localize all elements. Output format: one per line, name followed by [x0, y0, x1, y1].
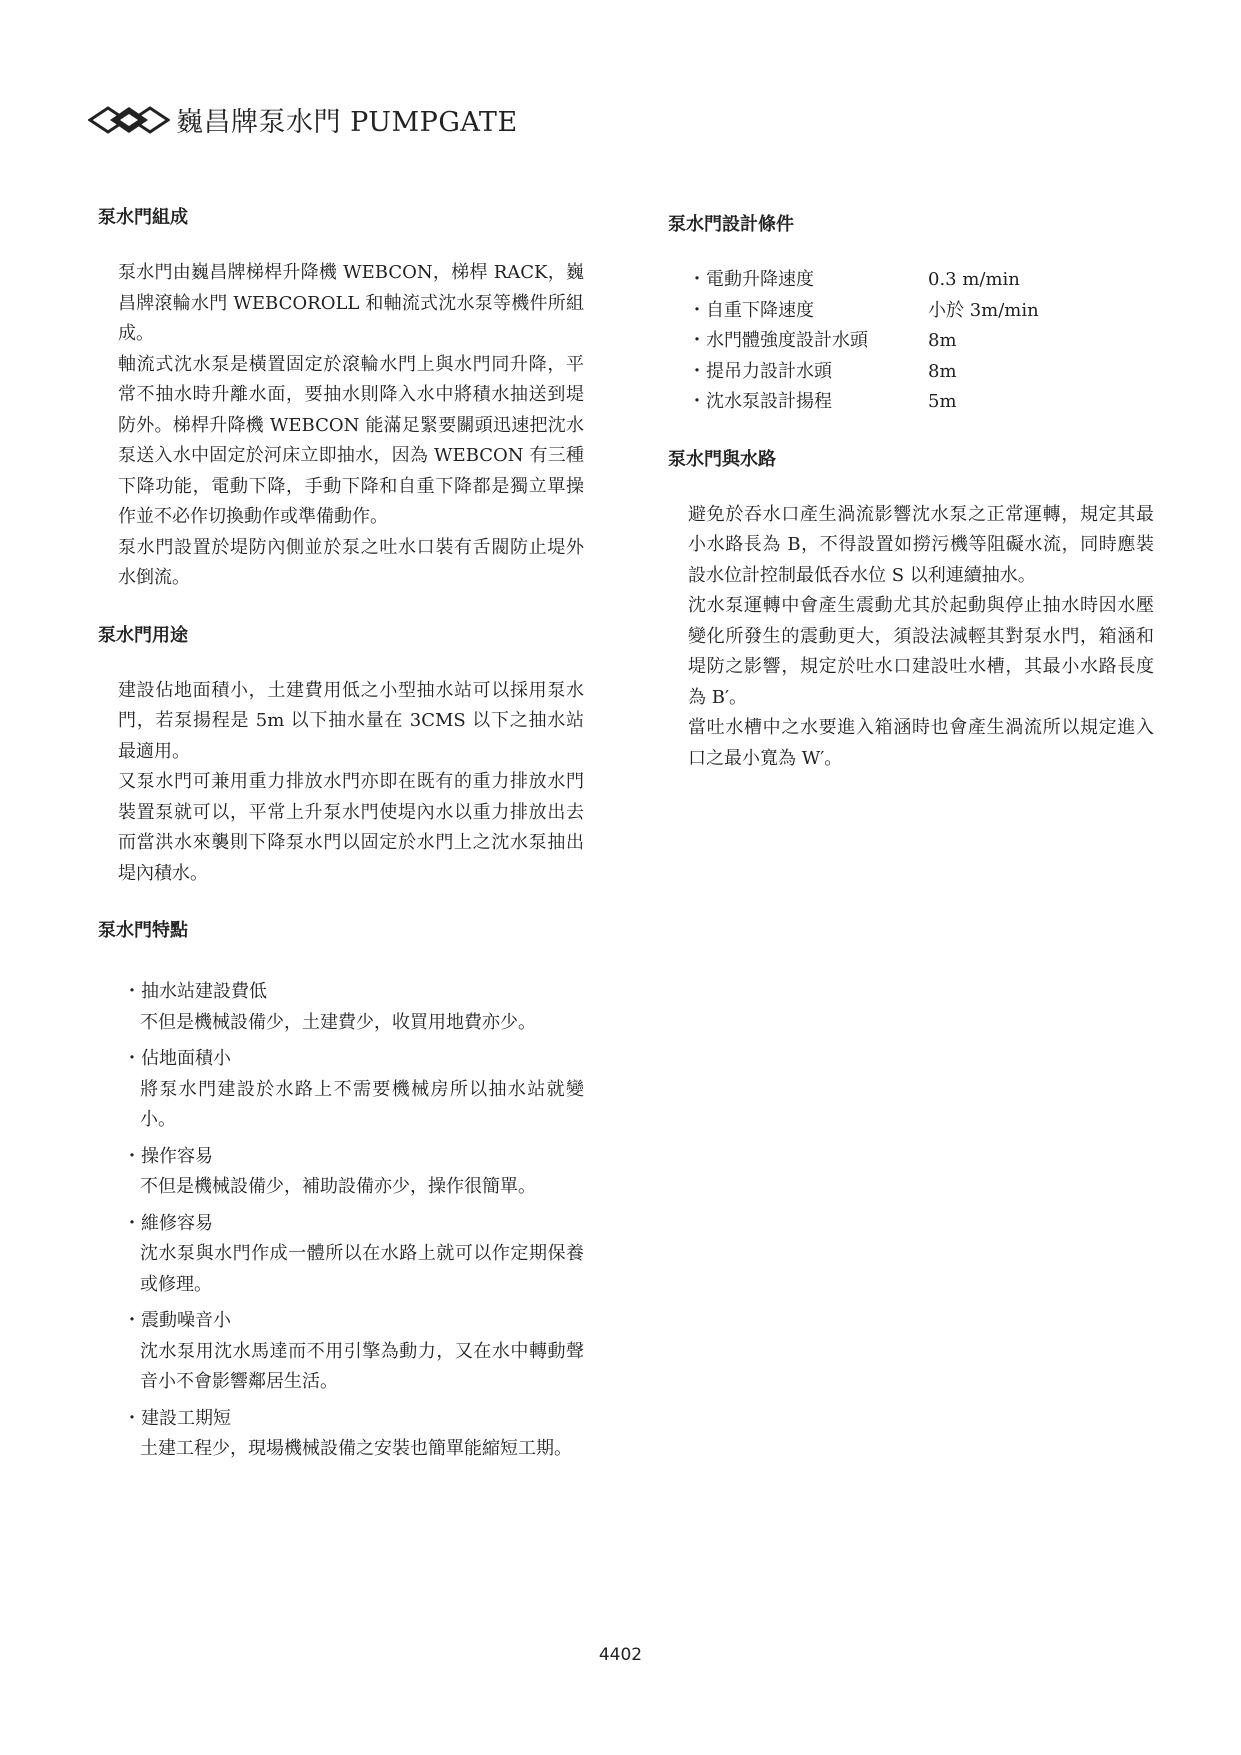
section-title: 泵水門與水路	[668, 448, 776, 470]
paragraph: 泵水門設置於堤防內側並於泵之吐水口裝有舌閥防止堤外水倒流。	[118, 536, 584, 588]
feature-body: 將泵水門建設於水路上不需要機械房所以抽水站就變小。	[140, 1078, 584, 1130]
paragraph: 避免於吞水口產生渦流影響沈水泵之正常運轉，規定其最小水路長為 B，不得設置如撈污機等阻礙水流，同時應裝設水位計控制最低吞水位 S 以利連續抽水。	[688, 503, 1154, 586]
list-item	[688, 265, 1168, 296]
feature-item	[98, 977, 598, 1038]
condition-name: ・ 沈水泵設計揚程	[688, 387, 928, 418]
feature-head: ・ 操作容易	[98, 1142, 598, 1173]
feature-item	[98, 1306, 598, 1398]
feature-item	[98, 1142, 598, 1203]
feature-head: ・ 建設工期短	[98, 1404, 598, 1435]
double-diamond-arrow-icon	[88, 102, 170, 138]
feature-body: 土建工程少，現場機械設備之安裝也簡單能縮短工期。	[140, 1438, 572, 1459]
feature-head: ・ 抽水站建設費低	[98, 977, 598, 1008]
list-item	[688, 326, 1168, 357]
condition-name: ・ 水門體強度設計水頭	[688, 326, 928, 357]
feature-head: ・ 佔地面積小	[98, 1044, 598, 1075]
feature-head: ・ 維修容易	[98, 1209, 598, 1240]
paragraph: 泵水門由巍昌牌梯桿升降機 WEBCON，梯桿 RACK，巍昌牌滾輪水門 WEBCOROLL 和軸流式沈水泵等機件所組成。	[118, 262, 584, 344]
page-number: 4402	[598, 1645, 643, 1665]
feature-item	[98, 1044, 598, 1136]
feature-body: 不但是機械設備少，補助設備亦少，操作很簡單。	[140, 1176, 536, 1197]
section-title: 泵水門設計條件	[668, 214, 794, 235]
section-composition	[98, 206, 598, 594]
paragraph: 建設佔地面積小，土建費用低之小型抽水站可以採用泵水門，若泵揚程是 5m 以下抽水量在 3CMS 以下之抽水站最適用。	[118, 679, 584, 762]
section-usage	[98, 624, 598, 890]
condition-value: 8m	[928, 330, 957, 351]
feature-body: 沈水泵用沈水馬達而不用引擎為動力，又在水中轉動聲音小不會影響鄰居生活。	[140, 1340, 584, 1392]
paragraph: 沈水泵運轉中會產生震動尤其於起動與停止抽水時因水壓變化所發生的震動更大，須設法減輕其對泵水門，箱涵和堤防之影響，規定於吐水口建設吐水槽，其最小水路長度為 B′。	[688, 595, 1154, 708]
feature-item	[98, 1209, 598, 1301]
left-column	[98, 206, 598, 1465]
condition-value: 5m	[928, 391, 957, 412]
conditions-list	[668, 265, 1168, 418]
section-title: 泵水門用途	[98, 624, 188, 646]
page-header	[88, 100, 518, 139]
condition-name: ・ 電動升降速度	[688, 265, 928, 296]
feature-body: 不但是機械設備少，土建費少，收買用地費亦少。	[140, 1011, 536, 1033]
feature-item	[98, 1404, 598, 1465]
feature-head: ・ 震動噪音小	[98, 1306, 598, 1337]
paragraph: 當吐水槽中之水要進入箱涵時也會產生渦流所以規定進入口之最小寬為 W′。	[688, 717, 1154, 769]
condition-name: ・ 自重下降速度	[688, 296, 928, 327]
paragraph: 軸流式沈水泵是橫置固定於滾輪水門上與水門同升降，平常不抽水時升離水面，要抽水則降入水中將積水抽送到堤防外。梯桿升降機 WEBCON 能滿足緊要關頭迅速把沈水泵送入水中固定於河床立即抽水，因為 WEBCON 有三種下降功能，電動下降，手動下降和自重下降都是獨立單操作並不必作切換動作或準備動作。	[118, 353, 584, 527]
right-column	[668, 213, 1168, 774]
condition-name: ・ 提吊力設計水頭	[688, 357, 928, 388]
list-item	[688, 387, 1168, 418]
feature-body: 沈水泵與水門作成一體所以在水路上就可以作定期保養或修理。	[140, 1243, 584, 1295]
section-title: 泵水門特點	[98, 920, 188, 941]
section-waterway	[668, 448, 1168, 775]
condition-value: 8m	[928, 360, 957, 382]
list-item	[688, 296, 1168, 327]
section-design-conditions	[668, 213, 1168, 418]
section-title: 泵水門組成	[98, 207, 188, 228]
condition-value: 小於 3m/min	[928, 299, 1039, 321]
paragraph: 又泵水門可兼用重力排放水門亦即在既有的重力排放水門裝置泵就可以，平常上升泵水門使堤內水以重力排放出去而當洪水來襲則下降泵水門以固定於水門上之沈水泵抽出堤內積水。	[118, 771, 584, 884]
list-item	[688, 357, 1168, 388]
page-title: 巍昌牌泵水門 PUMPGATE	[176, 107, 518, 138]
condition-value: 0.3 m/min	[928, 269, 1020, 290]
section-features	[98, 919, 598, 1465]
